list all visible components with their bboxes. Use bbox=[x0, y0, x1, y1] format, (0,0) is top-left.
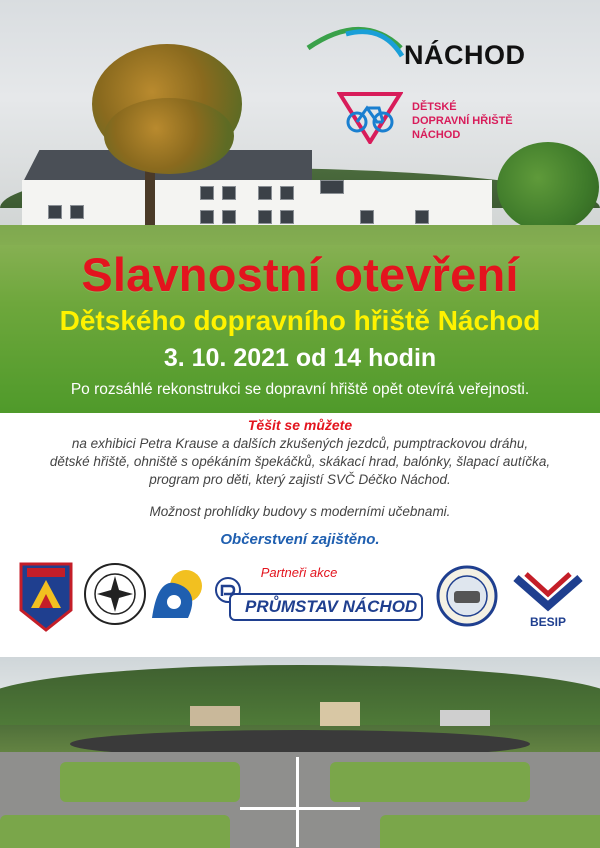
road-marking bbox=[296, 757, 299, 847]
decko-logo-icon bbox=[148, 566, 208, 622]
green-tree bbox=[497, 142, 599, 232]
building-window bbox=[280, 210, 294, 224]
building-window bbox=[258, 210, 272, 224]
town-houses bbox=[0, 702, 600, 732]
program-line: dětské hřiště, ohniště s opékáním špekáčků, skákací hrad, balónky, šlapací autíčka, bbox=[49, 454, 551, 469]
playground-logo-line: DOPRAVNÍ HŘIŠTĚ bbox=[412, 115, 513, 127]
motorsport-club-emblem-icon bbox=[436, 565, 498, 627]
building-window bbox=[222, 210, 236, 224]
building-window bbox=[280, 186, 294, 200]
prumstav-logo: PRŮMSTAV NÁCHOD bbox=[229, 593, 423, 621]
building-window bbox=[200, 210, 214, 224]
building-window bbox=[200, 186, 214, 200]
grass-island bbox=[60, 762, 240, 802]
building-window bbox=[415, 210, 429, 224]
building-window bbox=[360, 210, 374, 224]
police-emblem-icon bbox=[83, 562, 147, 626]
playground-photo bbox=[0, 657, 600, 848]
program-line: na exhibici Petra Krause a dalších zkušených jezdců, pumptrackovou dráhu, bbox=[71, 436, 529, 451]
road-marking bbox=[240, 807, 360, 810]
playground-logo-text bbox=[412, 100, 552, 142]
lawn bbox=[0, 225, 600, 245]
building-window bbox=[222, 186, 236, 200]
event-title: Slavnostní otevření bbox=[81, 248, 519, 301]
grass-island bbox=[0, 815, 230, 848]
firefighters-badge-icon bbox=[17, 560, 75, 634]
playground-logo-line: DĚTSKÉ bbox=[412, 101, 457, 113]
bicycle-triangle-icon bbox=[337, 92, 403, 144]
playground-logo-line: NÁCHOD bbox=[412, 129, 461, 141]
building-window bbox=[320, 180, 344, 194]
building-window bbox=[258, 186, 272, 200]
building-tour-note: Možnost prohlídky budovy s moderními učebnami. bbox=[149, 504, 451, 519]
program-line: program pro děti, který zajistí SVČ Déčko Náchod. bbox=[149, 472, 451, 487]
partners-label: Partneři akce bbox=[260, 565, 338, 580]
autumn-tree bbox=[104, 98, 234, 174]
besip-logo-text: BESIP bbox=[529, 615, 566, 629]
event-date: 3. 10. 2021 od 14 hodin bbox=[163, 344, 437, 372]
building-window bbox=[70, 205, 84, 219]
event-subtitle: Dětského dopravního hřiště Náchod bbox=[59, 305, 541, 336]
besip-logo-icon bbox=[512, 566, 584, 616]
program-heading: Těšit se můžete bbox=[247, 417, 353, 433]
city-logo-text: NÁCHOD bbox=[404, 40, 526, 70]
refreshments-note: Občerstvení zajištěno. bbox=[220, 531, 380, 548]
building-window bbox=[48, 205, 62, 219]
grass-island bbox=[380, 815, 600, 848]
program-list bbox=[0, 435, 600, 489]
grass-island bbox=[330, 762, 530, 802]
event-description: Po rozsáhlé rekonstrukci se dopravní hřiště opět otevírá veřejnosti. bbox=[70, 381, 530, 398]
